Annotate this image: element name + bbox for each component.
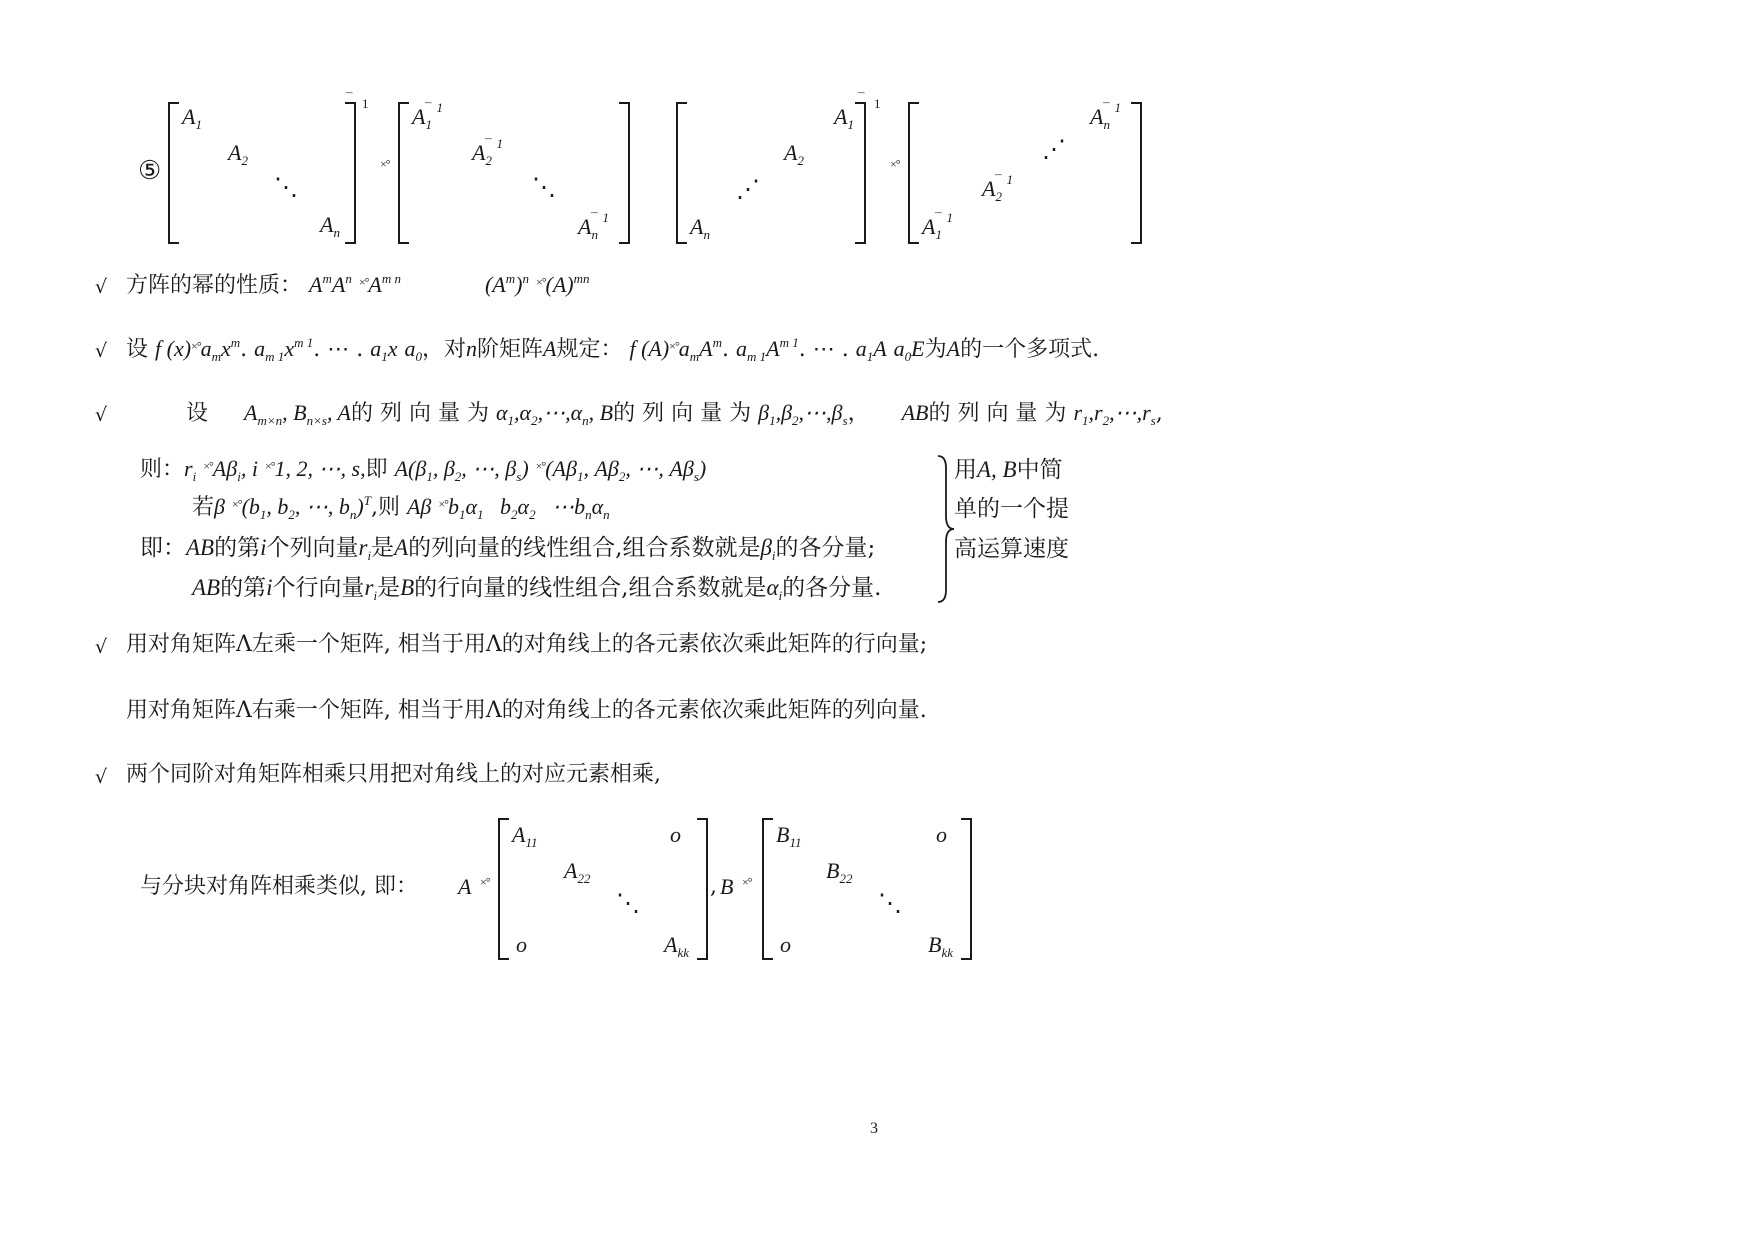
entry-an: A [320, 212, 334, 237]
matrix-label-b: B [720, 874, 734, 899]
entry-an-inv: A [1090, 104, 1104, 129]
right-bracket [855, 102, 866, 244]
entry-a11: A [512, 822, 526, 847]
inverse-exponent: 1 [362, 96, 369, 111]
inverse-exponent: 1 [874, 96, 881, 111]
entry-a2-inv: A [472, 140, 486, 165]
entry-b11: B [776, 822, 790, 847]
entry-akk: A [664, 932, 678, 957]
check-icon: √ [95, 404, 108, 426]
entry-zero: o [780, 932, 791, 957]
matrix-b-block-diag: $B_{11}$ o $B_{22}$ ⋱ o $B_{kk}$ [762, 818, 972, 960]
entry-a1-inv: A [412, 104, 426, 129]
left-bracket [398, 102, 409, 244]
entry-zero: o [670, 822, 681, 847]
entry-a1: A [182, 104, 196, 129]
check-icon: √ [95, 276, 108, 298]
matrix-antidiag-blocks: $A_1$ $A_2$ ⋰ $A_n$ [676, 102, 866, 244]
left-bracket [676, 102, 687, 244]
left-bracket [762, 818, 773, 960]
page-number: 3 [870, 1120, 878, 1137]
entry-a22: A [564, 858, 578, 883]
right-brace [936, 454, 956, 604]
entry-a2-inv: A [982, 176, 996, 201]
right-bracket [697, 818, 708, 960]
left-bracket [908, 102, 919, 244]
entry-zero: o [516, 932, 527, 957]
entry-b22: B [826, 858, 840, 883]
block-line-4: AB的第i个行向量$r_i$是B的行向量的线性组合,组合系数就是$\alpha_i$的各分量. [192, 575, 882, 603]
circled-number-five: ⑤ [138, 156, 162, 185]
left-bracket [498, 818, 509, 960]
left-bracket [168, 102, 179, 244]
diag-right-multiply-text: 用对角矩阵Λ右乘一个矩阵, 相当于用Λ的对角线上的各元素依次乘此矩阵的列向量. [126, 698, 927, 723]
entry-a1-inv: A [922, 214, 936, 239]
power-properties-line: 方阵的幂的性质： $A^mA^n$ $^{\times^\circ}A^{m n}$ $(A^m)^n$ $^{\times^\circ}(A)^{mn}$ [126, 271, 590, 298]
entry-a1: A [834, 104, 848, 129]
block-diag-product-text: 与分块对角阵相乘类似, 即： [140, 874, 418, 899]
block-line-3: 即：AB的第i个列向量$r_i$是A的列向量的线性组合,组合系数就是$\beta_i$的各分量; [140, 535, 876, 563]
side-note-line-1: 用A, B中简 [954, 457, 1063, 483]
side-note-line-3: 高运算速度 [954, 536, 1069, 562]
diagonal-dots: ⋱ [532, 175, 556, 201]
entry-an: A [690, 214, 704, 239]
check-icon: √ [95, 636, 108, 658]
equals-sign: ×° [480, 875, 490, 889]
entry-zero: o [936, 822, 947, 847]
block-line-1: 则：$r_i$ $^{\times^\circ}A\beta_i$, i ×°1, 2, ⋯, s,即 $A(\beta_1$, $\beta_2$, ⋯, $\beta_s$) $^{\times^\circ}(A\beta_1$, $A\beta_2$, ⋯, $A\beta_s$) [140, 456, 707, 484]
matrix-antidiag-inverses: $A_n^¯$ $^1$ ⋰ $A_2^¯$ $^1$ $A_1^¯$ $^1$ [908, 102, 1142, 244]
entry-a2: A [228, 140, 242, 165]
matrix-diag-blocks: $A_1$ $A_2$ ⋱ $A_n$ [168, 102, 356, 244]
equals-sign: ×° [380, 157, 390, 171]
diag-product-text: 两个同阶对角矩阵相乘只用把对角线上的对应元素相乘, [126, 762, 661, 787]
matrix-diag-inverses: $A_1^¯$ $^1$ $A_2^¯$ $^1$ ⋱ $A_n^¯$ $^1$ [398, 102, 630, 244]
diag-left-multiply-text: 用对角矩阵Λ左乘一个矩阵, 相当于用Λ的对角线上的各元素依次乘此矩阵的行向量; [126, 632, 928, 657]
right-bracket [345, 102, 356, 244]
comma: , [710, 874, 717, 899]
matrix-a-block-diag: $A_{11}$ o $A_{22}$ ⋱ o $A_{kk}$ [498, 818, 708, 960]
right-bracket [961, 818, 972, 960]
diagonal-dots: ⋱ [274, 175, 298, 201]
matrix-label-a: A [458, 874, 472, 899]
check-icon: √ [95, 766, 108, 788]
right-bracket [619, 102, 630, 244]
entry-an-inv: A [578, 214, 592, 239]
entry-a2: A [784, 140, 798, 165]
entry-bkk: B [928, 932, 942, 957]
block-line-2: 若β $^{\times^\circ}(b_1$, $b_2$, ⋯, $b_n)^T$,则 Aβ $^{\times^\circ}b_1\alpha_1$ $b_2\alpha_2$ $\cdots b_n\alpha_n$ [192, 493, 610, 522]
anti-diagonal-dots: ⋰ [1042, 137, 1066, 163]
diagonal-dots: ⋱ [616, 891, 640, 917]
equals-sign: ×° [742, 875, 752, 889]
equals-sign: ×° [890, 157, 900, 171]
right-bracket [1131, 102, 1142, 244]
anti-diagonal-dots: ⋰ [736, 177, 760, 203]
column-vector-line: 设 $A_{m\times n}$, $B_{n\times s}$, A的 列 向 量 为 $\alpha_1,\alpha_2,\cdots,\alpha_n$, B的 列 向 量 为 $\beta_1,\beta_2,\cdots,\beta_s$， AB的 列 向 量 为 $r_1,r_2,\cdots,r_s$, [186, 400, 1163, 428]
check-icon: √ [95, 340, 108, 362]
side-note-line-2: 单的一个提 [954, 496, 1069, 522]
diagonal-dots: ⋱ [878, 891, 902, 917]
polynomial-definition-line: 设 f $(x)^{\times^\circ}a_mx^m$. $a_{m 1}x^{m 1}$. ⋯ . $a_1x$ $a_0$，对n阶矩阵A规定： f $(A)^{\times^\circ}a_mA^m$. $a_{m 1}A^{m 1}$. ⋯ . $a_1A$ $a_0E$为A的一个多项式. [126, 335, 1100, 364]
